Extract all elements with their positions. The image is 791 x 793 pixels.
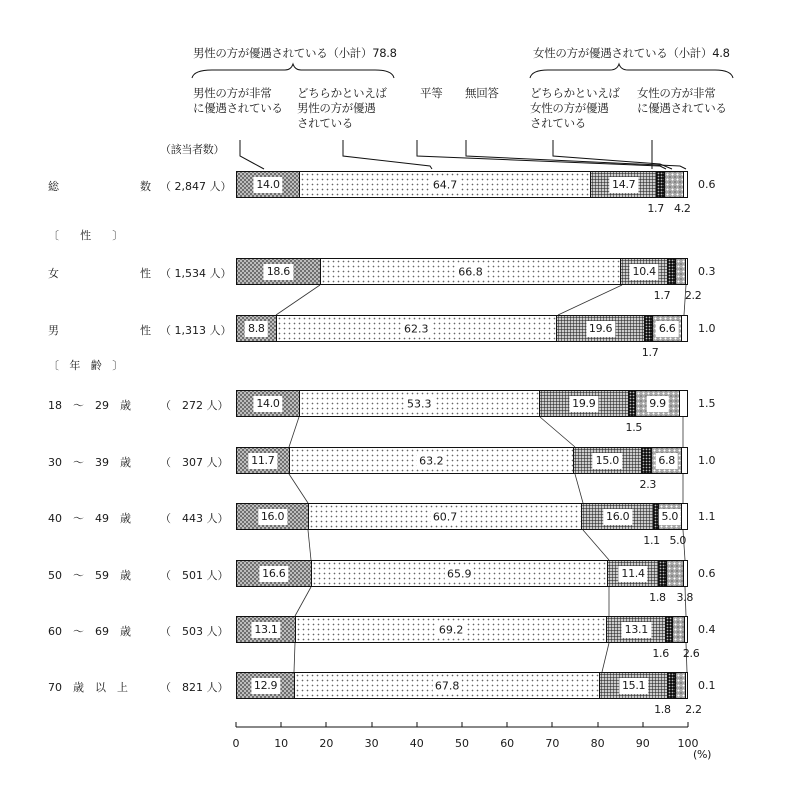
section-sex: 〔 性 〕 [48, 229, 123, 242]
no-answer-value: 1.5 [698, 397, 716, 410]
seg-female-very [653, 316, 683, 341]
respondent-count: （ 307 人） [160, 456, 229, 469]
small-value-label: 2.6 [682, 647, 700, 660]
legend-female-somewhat: どちらかといえば 女性の方が優遇 されている [530, 86, 620, 130]
no-answer-value: 0.1 [698, 679, 716, 692]
segment-value: 8.8 [245, 321, 268, 337]
no-answer-value: 0.6 [698, 567, 716, 580]
seg-male-very [237, 259, 321, 284]
x-tick-label: 70 [545, 737, 560, 750]
legend-male-somewhat: どちらかといえば 男性の方が優遇 されている [297, 86, 387, 130]
small-value-label: 1.7 [647, 202, 664, 215]
seg-equal [600, 673, 668, 698]
seg-female-very [636, 391, 681, 416]
x-tick-label: 100 [677, 737, 699, 750]
segment-value: 62.3 [404, 322, 429, 335]
no-answer-value: 0.6 [698, 178, 716, 191]
seg-no-answer [686, 259, 687, 284]
no-answer-value: 1.1 [698, 510, 716, 523]
segment-value: 18.6 [264, 264, 293, 280]
seg-male-very [237, 172, 300, 197]
x-tick-label: 40 [409, 737, 424, 750]
stacked-bar [236, 258, 688, 285]
stacked-bar [236, 616, 688, 643]
x-tick-label: 50 [455, 737, 469, 750]
seg-female-very [667, 561, 684, 586]
segment-value: 14.0 [253, 177, 282, 193]
segment-value: 66.8 [458, 265, 483, 278]
seg-female-somewhat [666, 617, 673, 642]
seg-no-answer [685, 617, 687, 642]
row-label: 40 ～ 49 歳 [48, 512, 131, 525]
seg-female-very [676, 259, 686, 284]
legend-no-answer: 無回答 [465, 86, 499, 100]
small-value-label: 1.1 [643, 534, 660, 547]
seg-female-somewhat [659, 561, 667, 586]
seg-male-somewhat [321, 259, 622, 284]
respondent-count: （ 1,313 人） [160, 324, 232, 337]
small-value-label: 4.2 [674, 202, 691, 215]
small-value-label: 1.7 [641, 346, 659, 359]
row-label-suffix: 数 [140, 180, 151, 193]
seg-female-very [665, 172, 684, 197]
row-label-suffix: 性 [140, 267, 151, 280]
seg-female-very [652, 448, 683, 473]
segment-value: 65.9 [447, 567, 472, 580]
respondent-count: （ 501 人） [160, 569, 229, 582]
x-tick-label: 30 [364, 737, 379, 750]
no-answer-value: 1.0 [698, 322, 716, 335]
respondent-count: （ 2,847 人） [160, 180, 232, 193]
section-age: 〔 年 齢 〕 [48, 359, 123, 372]
segment-value: 19.6 [586, 321, 615, 337]
seg-equal [607, 617, 666, 642]
seg-male-very [237, 448, 290, 473]
legend-female-very: 女性の方が非常 に優遇されている [637, 86, 727, 115]
stacked-bar [236, 447, 688, 474]
small-value-label: 2.3 [639, 478, 657, 491]
stacked-bar [236, 315, 688, 342]
seg-female-very [659, 504, 682, 529]
respondent-count: （ 443 人） [160, 512, 229, 525]
seg-female-very [673, 617, 685, 642]
small-value-label: 1.6 [652, 647, 669, 660]
segment-value: 16.6 [259, 566, 288, 582]
seg-male-somewhat [312, 561, 608, 586]
seg-male-somewhat [295, 673, 600, 698]
seg-no-answer [680, 391, 687, 416]
stacked-bar [236, 390, 688, 417]
x-tick-label: 20 [319, 737, 334, 750]
x-tick-label: 60 [500, 737, 515, 750]
seg-male-very [237, 316, 277, 341]
seg-equal [591, 172, 657, 197]
row-label: 70 歳 以 上 [48, 681, 128, 694]
row-label: 18 ～ 29 歳 [48, 399, 131, 412]
segment-value: 16.0 [258, 509, 287, 525]
row-label: 50 ～ 59 歳 [48, 569, 131, 582]
segment-value: 63.2 [419, 454, 444, 467]
legend-equal: 平等 [420, 86, 443, 100]
seg-equal [608, 561, 659, 586]
segment-value: 60.7 [432, 510, 458, 523]
segment-value: 16.0 [603, 509, 632, 525]
segment-value: 6.8 [655, 453, 678, 469]
seg-no-answer [682, 448, 687, 473]
seg-male-somewhat [300, 391, 540, 416]
seg-equal [574, 448, 642, 473]
segment-value: 14.0 [253, 396, 282, 412]
row-label: 総 [48, 180, 59, 193]
seg-no-answer [682, 316, 687, 341]
segment-value: 15.0 [593, 453, 622, 469]
small-value-label: 2.2 [685, 703, 702, 716]
male-subtotal-label: 男性の方が優遇されている（小計）78.8 [193, 46, 397, 60]
segment-value: 9.9 [646, 396, 669, 412]
x-tick-label: 0 [232, 737, 240, 750]
segment-value: 15.1 [619, 678, 648, 694]
seg-equal [621, 259, 668, 284]
respondents-header: （該当者数） [160, 143, 225, 156]
segment-value: 64.7 [432, 178, 458, 191]
axis-unit: (%) [693, 748, 712, 761]
segment-value: 14.7 [609, 177, 638, 193]
seg-female-very [676, 673, 686, 698]
seg-male-very [237, 617, 296, 642]
x-tick-label: 90 [635, 737, 650, 750]
seg-equal [582, 504, 654, 529]
seg-male-somewhat [296, 617, 607, 642]
respondent-count: （ 272 人） [160, 399, 229, 412]
seg-female-somewhat [657, 172, 665, 197]
seg-equal [540, 391, 629, 416]
stacked-bar [236, 171, 688, 198]
no-answer-value: 1.0 [698, 454, 716, 467]
no-answer-value: 0.4 [698, 623, 716, 636]
seg-male-very [237, 504, 309, 529]
seg-female-somewhat [668, 673, 676, 698]
row-label: 30 ～ 39 歳 [48, 456, 131, 469]
seg-male-very [237, 673, 295, 698]
seg-male-somewhat [309, 504, 582, 529]
respondent-count: （ 821 人） [160, 681, 229, 694]
stacked-bar [236, 503, 688, 530]
small-value-label: 1.7 [653, 289, 671, 302]
seg-male-somewhat [300, 172, 591, 197]
row-label: 60 ～ 69 歳 [48, 625, 131, 638]
respondent-count: （ 1,534 人） [160, 267, 232, 280]
segment-value: 69.2 [438, 623, 464, 636]
respondent-count: （ 503 人） [160, 625, 229, 638]
segment-value: 12.9 [251, 678, 280, 694]
segment-value: 11.4 [618, 566, 647, 582]
seg-female-somewhat [645, 316, 653, 341]
no-answer-value: 0.3 [698, 265, 716, 278]
small-value-label: 1.8 [654, 703, 671, 716]
small-value-label: 3.8 [676, 591, 694, 604]
seg-female-somewhat [642, 448, 652, 473]
row-label: 男 [48, 324, 59, 337]
seg-equal [557, 316, 645, 341]
segment-value: 53.3 [406, 397, 432, 410]
segment-value: 13.1 [251, 622, 280, 638]
seg-no-answer [684, 172, 687, 197]
seg-female-somewhat [629, 391, 636, 416]
small-value-label: 1.5 [625, 421, 643, 434]
segment-value: 10.4 [630, 264, 659, 280]
stacked-bar [236, 560, 688, 587]
segment-value: 11.7 [248, 453, 277, 469]
row-label-suffix: 性 [140, 324, 151, 337]
segment-value: 19.9 [569, 396, 598, 412]
segment-value: 13.1 [622, 622, 651, 638]
small-value-label: 2.2 [684, 289, 702, 302]
seg-female-somewhat [668, 259, 676, 284]
female-subtotal-label: 女性の方が優遇されている（小計）4.8 [533, 46, 730, 60]
seg-male-very [237, 391, 300, 416]
segment-value: 5.0 [659, 509, 682, 525]
small-value-label: 1.8 [649, 591, 666, 604]
seg-no-answer [684, 561, 687, 586]
seg-male-somewhat [277, 316, 557, 341]
row-label: 女 [48, 267, 59, 280]
segment-value: 67.8 [434, 679, 460, 692]
x-tick-label: 10 [274, 737, 289, 750]
x-tick-label: 80 [590, 737, 605, 750]
segment-value: 6.6 [656, 321, 679, 337]
legend-male-very: 男性の方が非常 に優遇されている [193, 86, 283, 115]
seg-male-very [237, 561, 312, 586]
seg-no-answer [682, 504, 687, 529]
seg-male-somewhat [290, 448, 574, 473]
small-value-label: 5.0 [669, 534, 687, 547]
stacked-bar [236, 672, 688, 699]
